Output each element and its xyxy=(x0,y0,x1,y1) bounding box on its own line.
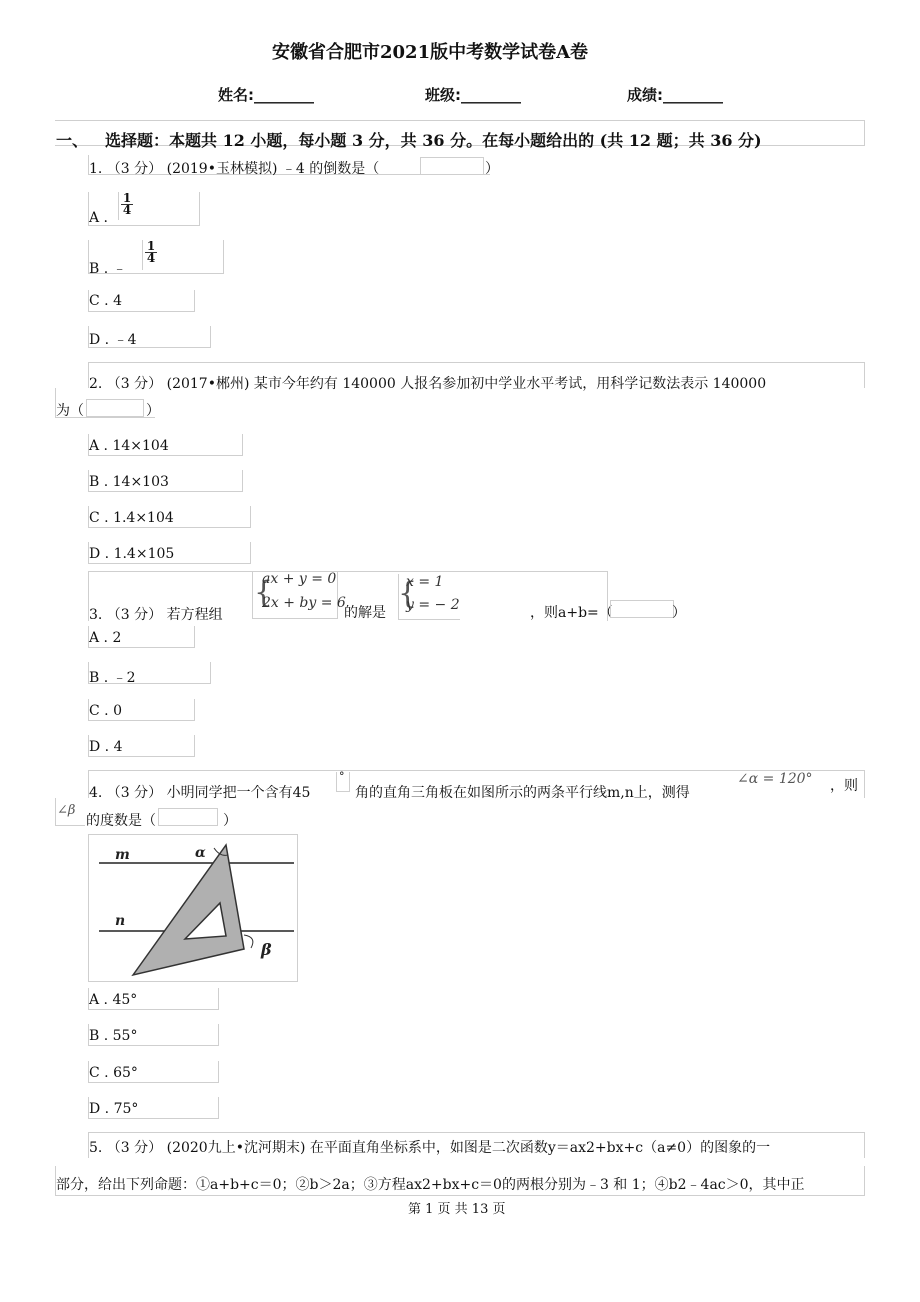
q3-sol2: y = − 2 xyxy=(406,597,460,613)
q4-beta-label: ∠β xyxy=(57,803,76,818)
q4-line2: 的度数是（ xyxy=(86,813,156,829)
q3-option-b: B . ﹣2 xyxy=(89,670,136,686)
q4-option-d: D . 75° xyxy=(89,1101,139,1117)
q3-brace: { xyxy=(254,575,274,610)
q1-option-a-label: A . xyxy=(89,210,109,226)
q4-option-b: B . 55° xyxy=(89,1028,138,1044)
score-field: 成绩:________ xyxy=(627,86,723,104)
q3-tail: ，则a+b=（ xyxy=(530,605,613,621)
q4-mid: 角的直角三角板在如图所示的两条平行线m,n上，测得 xyxy=(355,785,690,801)
label-alpha: α xyxy=(195,845,206,861)
frac-num: 1 xyxy=(146,239,156,253)
q3-eq2: 2x + by = 6 xyxy=(262,595,346,611)
q4-angle: ∠α = 120° xyxy=(737,771,813,787)
q4-option-c: C . 65° xyxy=(89,1065,138,1081)
q2-option-b: B . 14×103 xyxy=(89,474,169,490)
beta-arc xyxy=(244,935,253,948)
q1-option-c: C . 4 xyxy=(89,293,122,309)
q3-stem: 3. （3 分） 若方程组 xyxy=(89,607,223,623)
q1-close: ） xyxy=(485,161,499,177)
label-n: n xyxy=(115,913,126,929)
frac-den: 4 xyxy=(122,203,132,217)
q4-stem: 4. （3 分） 小明同学把一个含有45 xyxy=(89,785,311,801)
section-label: 一、 xyxy=(56,131,89,150)
q5-line2: 部分，给出下列命题：①a+b+c＝0；②b＞2a；③方程ax2+bx+c＝0的两根分别为﹣3 和 1；④b2﹣4ac＞0，其中正 xyxy=(56,1177,805,1193)
q4-option-a: A . 45° xyxy=(89,992,138,1008)
q2-line1: 2. （3 分） (2017•郴州) 某市今年约有 140000 人报名参加初中学业水平考试，用科学记数法表示 140000 xyxy=(89,376,767,392)
q1-option-b-label: B . ﹣ xyxy=(89,261,127,277)
q2-line2: 为（ xyxy=(56,403,84,419)
q2-answer-blank xyxy=(86,399,144,417)
q4-degree: ° xyxy=(339,770,345,783)
q4-figure xyxy=(89,835,297,981)
q3-sol1: x = 1 xyxy=(406,574,444,590)
label-beta: β xyxy=(261,940,272,959)
q1-a-fraction xyxy=(121,193,133,216)
q4-tail: ，则 xyxy=(830,778,858,794)
q5-line1: 5. （3 分） (2020九上•沈河期末) 在平面直角坐标系中，如图是二次函数y＝ax2+bx+c（a≠0）的图象的一 xyxy=(89,1140,771,1156)
q4-close: ） xyxy=(223,813,237,829)
triangle-outer xyxy=(133,845,244,975)
q3-option-c: C . 0 xyxy=(89,703,122,719)
q1-option-d: D . ﹣4 xyxy=(89,332,137,348)
q3-close: ） xyxy=(672,605,686,621)
q1-answer-blank xyxy=(420,157,484,175)
q3-mid: 的解是 xyxy=(344,605,386,621)
q3-solution-brace: { xyxy=(398,576,418,611)
page-title: 安徽省合肥市2021版中考数学试卷A卷 xyxy=(272,42,589,63)
name-field: 姓名:________ xyxy=(218,86,314,104)
q3-option-a: A . 2 xyxy=(89,630,122,646)
class-field: 班级:________ xyxy=(425,86,521,104)
q3-answer-blank xyxy=(610,600,674,618)
q4-answer-blank xyxy=(158,808,218,826)
page-footer: 第 1 页 共 13 页 xyxy=(408,1202,506,1217)
q2-option-d: D . 1.4×105 xyxy=(89,546,175,562)
label-m: m xyxy=(115,847,130,863)
q2-close: ） xyxy=(146,403,160,419)
q2-option-c: C . 1.4×104 xyxy=(89,510,174,526)
frac-num: 1 xyxy=(122,191,132,205)
q1-stem: 1. （3 分） (2019•玉林模拟) ﹣4 的倒数是（ xyxy=(89,161,380,177)
frac-den: 4 xyxy=(146,251,156,265)
section-text: 选择题：本题共 12 小题，每小题 3 分，共 36 分。在每小题给出的 (共 12 题；共 36 分) xyxy=(105,131,762,150)
q3-option-d: D . 4 xyxy=(89,739,123,755)
q1-b-fraction xyxy=(145,241,157,264)
q3-eq1: ax + y = 0 xyxy=(262,571,337,587)
q2-option-a: A . 14×104 xyxy=(89,438,169,454)
